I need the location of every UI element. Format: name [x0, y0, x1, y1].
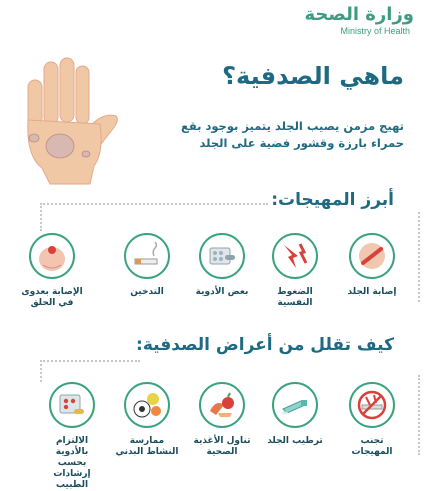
relief-item: [190, 382, 254, 458]
trigger-item: [190, 233, 254, 298]
avoid-triggers-icon: [349, 382, 395, 428]
medication-icon: [49, 382, 95, 428]
logo-arabic: وزارة الصحة: [304, 4, 414, 25]
trigger-label: التدخين: [130, 287, 164, 297]
moisturizer-icon: [272, 382, 318, 428]
pills-icon: [199, 233, 245, 279]
trigger-item: [263, 233, 327, 309]
relief-item: [40, 382, 104, 491]
divider: [418, 375, 420, 455]
trigger-label: الإصابة بعدوى في الحلق: [21, 287, 83, 308]
relief-label: ترطيب الجلد: [267, 436, 323, 446]
relief-label: الالتزام بالأدوية بحسب إرشادات الطبيب: [53, 436, 91, 490]
divider: [418, 212, 420, 302]
healthy-food-icon: [199, 382, 245, 428]
psoriasis-description: تهيج مزمن يصيب الجلد يتميز بوجود بقع حمراء بارزة وقشور فضية على الجلد: [180, 119, 404, 150]
relief-label: تجنب المهيجات: [351, 436, 393, 457]
throat-infection-icon: [29, 233, 75, 279]
trigger-item: [20, 233, 84, 309]
relief-item: [340, 382, 404, 458]
relief-label: تناول الأغذية الصحية: [193, 436, 251, 457]
trigger-label: إصابة الجلد: [347, 287, 397, 297]
stress-icon: [272, 233, 318, 279]
psoriasis-hand-illustration: [8, 56, 126, 186]
divider: [40, 360, 42, 382]
divider: [40, 203, 268, 205]
sports-icon: [124, 382, 170, 428]
trigger-item: [340, 233, 404, 298]
divider: [40, 360, 140, 362]
relief-item: [115, 382, 179, 458]
trigger-item: [115, 233, 179, 298]
relief-heading: كيف تقلل من أعراض الصدفية:: [136, 335, 394, 355]
relief-label: ممارسة النشاط البدني: [115, 436, 179, 457]
cigarette-icon: [124, 233, 170, 279]
divider: [40, 203, 42, 231]
trigger-label: بعض الأدوية: [195, 287, 249, 297]
triggers-heading: أبرز المهيجات:: [271, 190, 394, 210]
relief-item: [263, 382, 327, 447]
skin-injury-icon: [349, 233, 395, 279]
page-title: ماهي الصدفية؟: [222, 62, 404, 90]
logo-english: Ministry of Health: [340, 26, 410, 36]
trigger-label: الضغوط النفسية: [277, 287, 313, 308]
